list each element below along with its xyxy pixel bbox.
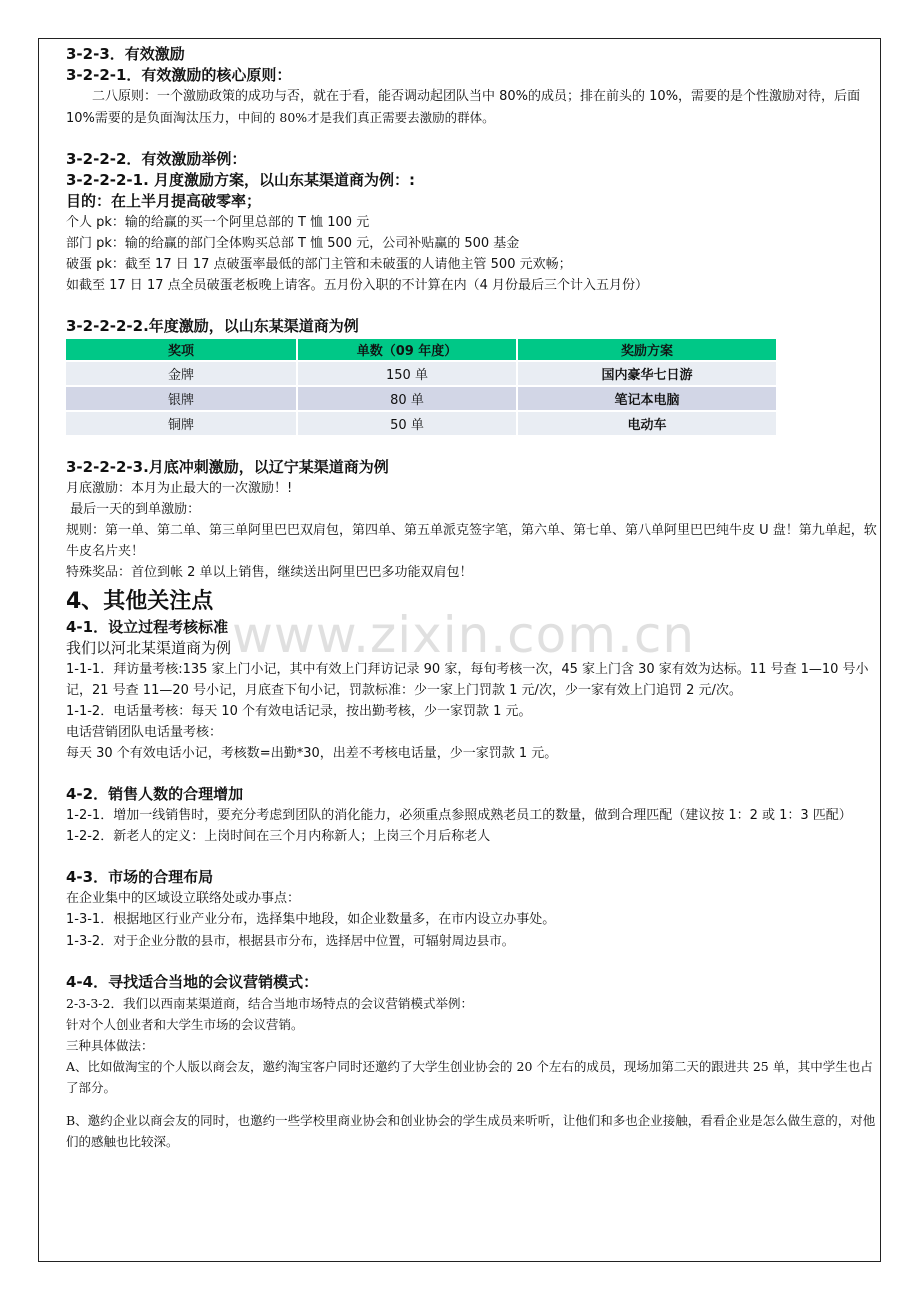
meeting-line-5: B、邀约企业以商会友的同时，也邀约一些学校里商业协会和创业协会的学生成员来听听，让他们和多也企业接触，看看企业是怎么做生意的，对他们的感触也比较深。 [66, 1113, 876, 1149]
table-cell: 电动车 [518, 412, 776, 435]
table-cell: 铜牌 [66, 412, 296, 435]
table-row [66, 387, 776, 410]
watermark: www.zixin.com.cn [232, 606, 696, 664]
subheading-hebei: 我们以河北某渠道商为例 [66, 639, 232, 657]
staffing-line-1: 1-2-1．增加一线销售时，要充分考虑到团队的消化能力，必须重点参照成熟老员工的数量，做到合理匹配（建议按 1：2 或 1：3 匹配） [66, 808, 852, 823]
heading-3-2-2-1: 3-2-2-1．有效激励的核心原则： [66, 66, 292, 84]
assessment-line-1: 1-1-1．拜访量考核:135 家上门小记，其中有效上门拜访记录 90 家，每旬考核一次，45 家上门含 30 家有效为达标。11 号查 1—10 号小记，21 号查 11—20 号小记，月底查下旬小记，罚款标准：少一家上门罚款 1 元/次，少一家有效上门追罚 2 元/次。 [66, 662, 869, 698]
table-cell: 国内豪华七日游 [518, 362, 776, 385]
heading-goal: 目的：在上半月提高破零率； [66, 192, 262, 210]
table-cell: 80 单 [298, 387, 516, 410]
monthend-line-3: 规则：第一单、第二单、第三单阿里巴巴双肩包，第四单、第五单派克签字笔，第六单、第七单、第八单阿里巴巴纯牛皮 U 盘！第九单起，软牛皮名片夹！ [66, 523, 877, 559]
meeting-line-4: A、比如做淘宝的个人版以商会友，邀约淘宝客户同时还邀约了大学生创业协会的 20 个左右的成员，现场加第二天的跟进共 25 单，其中学生也占了部分。 [66, 1059, 873, 1095]
heading-4-3: 4-3．市场的合理布局 [66, 868, 214, 886]
monthly-line-4: 如截至 17 日 17 点全员破蛋老板晚上请客。五月份入职的不计算在内（4 月份最后三个计入五月份） [66, 278, 649, 293]
layout-line-1: 在企业集中的区域设立联络处或办事点： [66, 891, 301, 906]
table-cell: 150 单 [298, 362, 516, 385]
monthly-line-2: 部门 pk：输的给赢的部门全体购买总部 T 恤 500 元，公司补贴赢的 500 基金 [66, 236, 520, 251]
annual-award-table [64, 337, 778, 437]
table-header-award: 奖项 [66, 339, 296, 360]
table-header-count: 单数（09 年度） [298, 339, 516, 360]
monthend-line-4: 特殊奖品：首位到帐 2 单以上销售，继续送出阿里巴巴多功能双肩包！ [66, 565, 473, 580]
heading-section-4: 4、其他关注点 [66, 589, 214, 614]
monthend-line-2: 最后一天的到单激励： [66, 502, 201, 517]
table-cell: 金牌 [66, 362, 296, 385]
meeting-line-3: 三种具体做法： [66, 1038, 154, 1053]
layout-line-3a: 1-3-2． [66, 934, 114, 949]
layout-line-3c: 辐射 [425, 934, 452, 949]
meeting-line-1: 2-3-3-2．我们以西南某渠道商，结合当地市场特点的会议营销模式举例： [66, 996, 473, 1011]
layout-line-2: 1-3-1．根据地区行业产业分布，选择集中地段，如企业数量多，在市内设立办事处。 [66, 912, 556, 927]
heading-4-4: 4-4．寻找适合当地的会议营销模式： [66, 973, 319, 991]
heading-4-1: 4-1．设立过程考核标准 [66, 618, 229, 636]
paragraph-pareto [66, 86, 879, 129]
heading-4-2: 4-2．销售人数的合理增加 [66, 785, 244, 803]
monthend-line-1: 月底激励：本月为止最大的一次激励！! [66, 481, 293, 496]
assessment-line-3: 电话营销团队电话量考核： [66, 725, 223, 740]
table-row [66, 412, 776, 435]
meeting-line-2: 针对个人创业者和大学生市场的会议营销。 [66, 1017, 304, 1032]
table-header-reward: 奖励方案 [518, 339, 776, 360]
assessment-line-4: 每天 30 个有效电话小记，考核数=出勤*30，出差不考核电话量，少一家罚款 1 元。 [66, 746, 558, 761]
document-content [66, 44, 879, 1152]
heading-3-2-2-2-3: 3-2-2-2-3.月底冲刺激励，以辽宁某渠道商为例 [66, 458, 389, 476]
heading-3-2-2-2: 3-2-2-2．有效激励举例： [66, 150, 247, 168]
paragraph-pareto-line2a: 后面 10%需要的是负面淘汰压力， [66, 89, 861, 126]
heading-3-2-3: 3-2-3．有效激励 [66, 45, 185, 63]
heading-3-2-2-2-1: 3-2-2-2-1. 月度激励方案，以山东某渠道商为例：: [66, 171, 416, 189]
table-row [66, 362, 776, 385]
table-cell: 银牌 [66, 387, 296, 410]
document-page [38, 38, 881, 1262]
heading-3-2-2-2-2: 3-2-2-2-2.年度激励，以山东某渠道商为例 [66, 317, 359, 335]
assessment-line-2: 1-1-2．电话量考核：每天 10 个有效电话记录，按出勤考核，少一家罚款 1 元。 [66, 704, 532, 719]
staffing-line-2: 1-2-2．新老人的定义：上岗时间在三个月内称新人；上岗三个月后称老人 [66, 829, 491, 844]
paragraph-pareto-line2b: 中间的 80%才是我们真正需要去激励的群体。 [237, 110, 495, 125]
layout-line-3d: 周边县市。 [451, 933, 515, 948]
layout-line-3 [66, 930, 879, 952]
monthly-line-1: 个人 pk：输的给赢的买一个阿里总部的 T 恤 100 元 [66, 215, 370, 230]
table-cell: 笔记本电脑 [518, 387, 776, 410]
monthly-line-3: 破蛋 pk：截至 17 日 17 点破蛋率最低的部门主管和未破蛋的人请他主管 500 元欢畅； [66, 257, 572, 272]
paragraph-pareto-line1: 二八原则：一个激励政策的成功与否，就在于看，能否调动起团队当中 80%的成员；排在前头的 10%，需要的是个性激励对待， [92, 89, 835, 104]
layout-line-3b: 对于企业分散的县市，根据县市分布，选择居中位置，可 [113, 933, 426, 948]
table-cell: 50 单 [298, 412, 516, 435]
